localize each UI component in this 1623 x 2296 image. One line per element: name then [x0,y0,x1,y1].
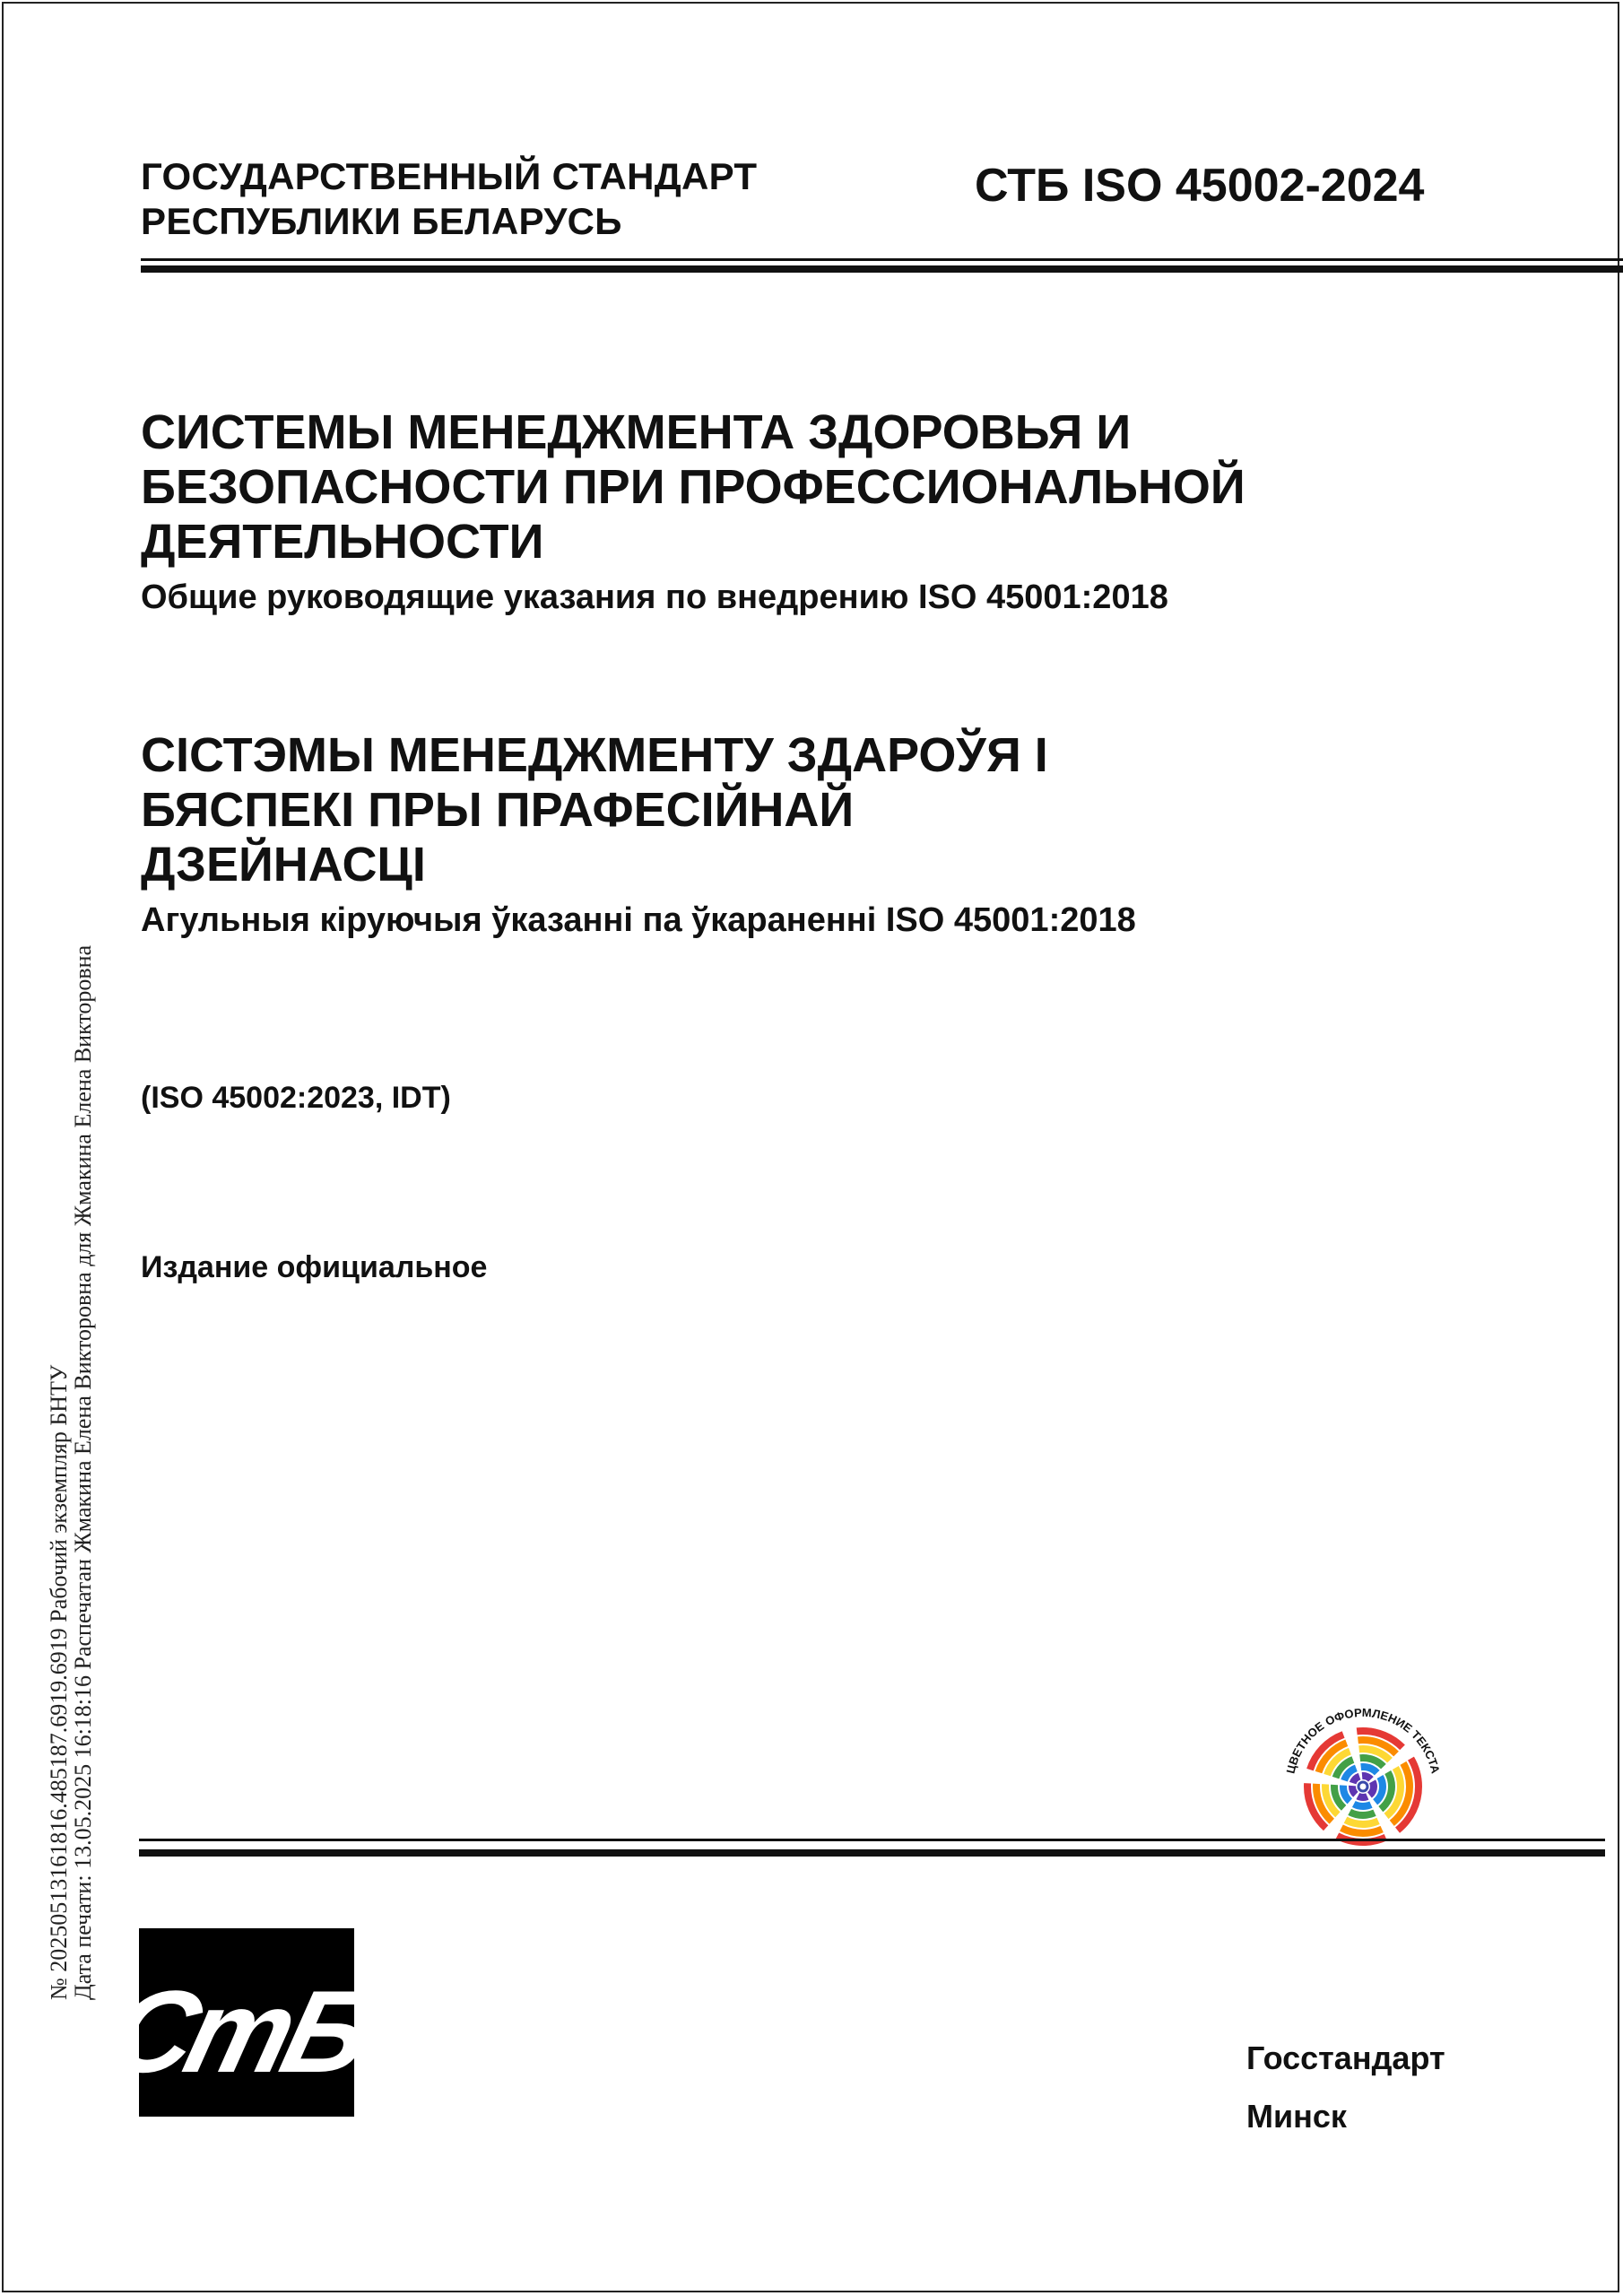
header-rule-thick [141,265,1623,273]
edition-label: Издание официальное [141,1250,488,1284]
standard-type-line2: РЕСПУБЛИКИ БЕЛАРУСЬ [141,200,622,242]
header-rule-thin [141,258,1623,261]
publisher-city: Минск [1246,2098,1347,2135]
print-stamp [47,945,95,2000]
standard-type-line1: ГОСУДАРСТВЕННЫЙ СТАНДАРТ [141,155,758,197]
stb-logo-text: СтБ [96,1966,378,2097]
footer-rule-thin [139,1839,1605,1841]
publisher [1246,2029,1445,2145]
emblem-ring-text: ЦВЕТНОЕ ОФОРМЛЕНИЕ ТЕКСТА [1283,1705,1443,1775]
print-stamp-line2: Дата печати: 13.05.2025 16:18:16 Распечатан Жмакина Елена Викторовна для Жмакина Елена Викторовна [70,944,96,2000]
standard-designation: СТБ ISO 45002-2024 [975,160,1425,212]
iso-reference: (ISO 45002:2023, IDT) [141,1081,451,1115]
standard-type-label [141,154,757,244]
print-stamp-line1: № 20250513161816.485187.6919.6919 Рабочий экземпляр БНТУ [46,1364,72,2000]
title-ru-line3: ДЕЯТЕЛЬНОСТИ [141,515,544,569]
stb-logo [96,1928,378,2117]
emblem-center [1358,1782,1367,1791]
title-ru [141,405,1245,618]
footer-rule-thick [139,1849,1605,1857]
publisher-name: Госстандарт [1246,2039,1445,2076]
title-be-line1: СІСТЭМЫ МЕНЕДЖМЕНТУ ЗДАРОЎЯ І [141,728,1048,782]
title-be [141,728,1136,941]
emblem-rings [1307,1731,1419,1842]
title-be-line3: ДЗЕЙНАСЦІ [141,838,426,891]
subtitle-be: Агульныя кіруючыя ўказанні па ўкараненні ISO 45001:2018 [141,901,1136,939]
title-ru-line2: БЕЗОПАСНОСТИ ПРИ ПРОФЕССИОНАЛЬНОЙ [141,460,1245,514]
subtitle-ru: Общие руководящие указания по внедрению ISO 45001:2018 [141,578,1168,616]
title-ru-line1: СИСТЕМЫ МЕНЕДЖМЕНТА ЗДОРОВЬЯ И [141,405,1132,459]
title-be-line2: БЯСПЕКІ ПРЫ ПРАФЕСІЙНАЙ [141,783,855,837]
